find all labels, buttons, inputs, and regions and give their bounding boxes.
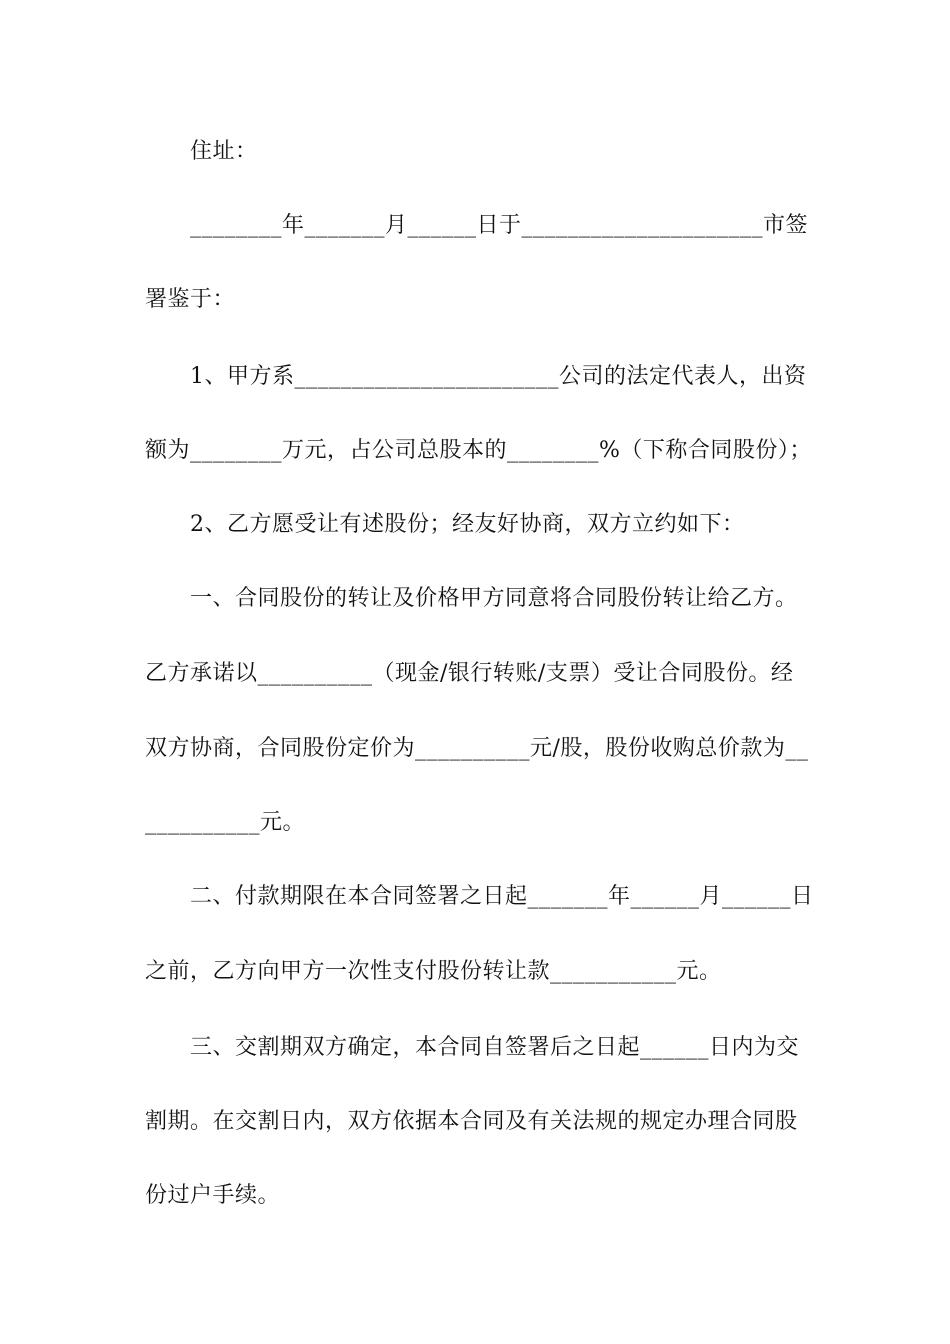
whereas-line: 署鉴于： <box>145 287 236 312</box>
section-2-line-1: 二、付款期限在本合同签署之日起_______年______月______日 <box>190 884 814 909</box>
signing-date-line: ________年_______月______日于_____________________市签 <box>190 213 809 238</box>
section-1-line-2: 乙方承诺以__________（现金/银行转账/支票）受让合同股份。经 <box>145 661 794 686</box>
section-3-line-3: 份过户手续。 <box>145 1183 281 1208</box>
section-1-line-4: __________元。 <box>145 810 306 835</box>
section-3-line-1: 三、交割期双方确定，本合同自签署后之日起______日内为交 <box>190 1035 800 1060</box>
section-2-line-2: 之前，乙方向甲方一次性支付股份转让款___________元。 <box>145 959 722 984</box>
section-1-line-3: 双方协商，合同股份定价为__________元/股，股份收购总价款为__ <box>145 736 809 761</box>
clause-1-line-1: 1、甲方系_______________________公司的法定代表人，出资 <box>190 364 807 389</box>
clause-2-line: 2、乙方愿受让有述股份；经友好协商，双方立约如下： <box>190 512 745 537</box>
address-line: 住址： <box>190 139 258 164</box>
clause-1-line-2: 额为________万元，占公司总股本的________%（下称合同股份）； <box>145 438 812 463</box>
section-1-line-1: 一、合同股份的转让及价格甲方同意将合同股份转让给乙方。 <box>190 586 798 611</box>
section-3-line-2: 割期。在交割日内，双方依据本合同及有关法规的规定办理合同股 <box>145 1109 798 1134</box>
